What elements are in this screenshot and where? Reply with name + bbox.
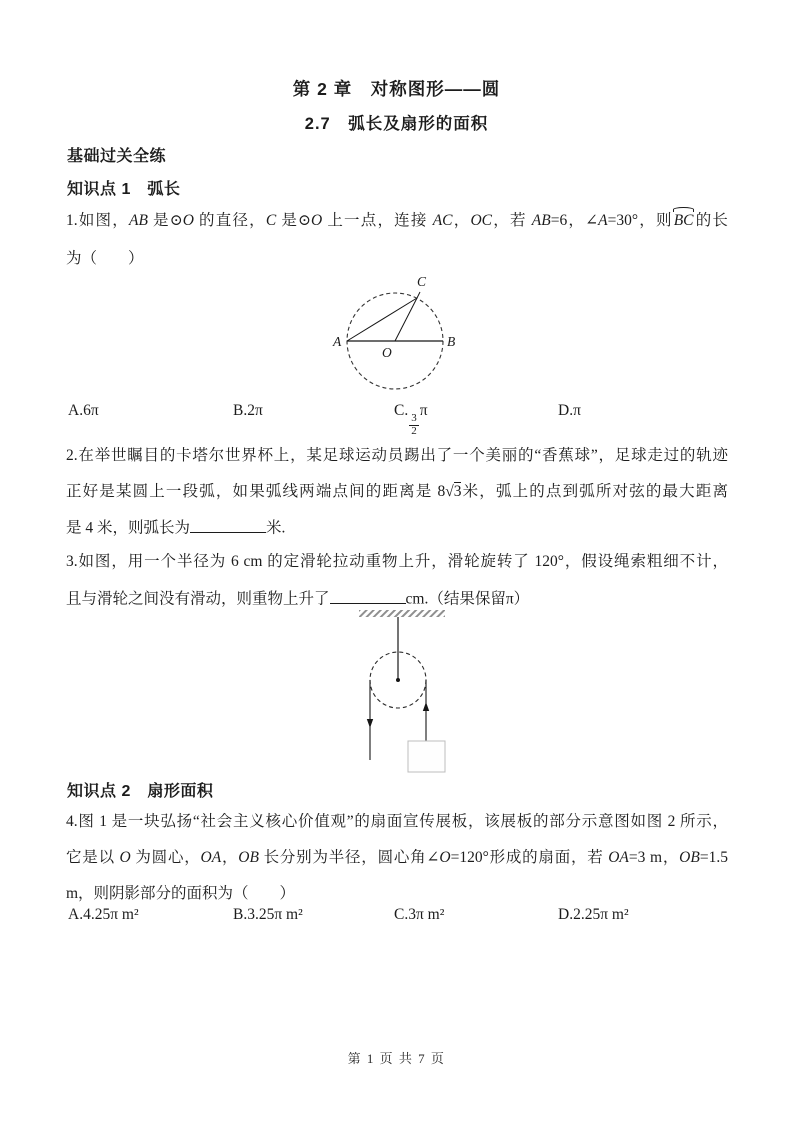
option-c-prefix: C.: [394, 402, 409, 419]
practice-heading: 基础过关全练: [67, 148, 167, 165]
q3-line1: [66, 551, 728, 573]
answer-blank: [190, 517, 266, 533]
text-segment: ，: [452, 212, 471, 229]
text-segment: 米，弧上的点到弧所对弦的最大距离: [461, 483, 728, 500]
figure-pulley-q3: [350, 604, 470, 779]
math-variable: A: [598, 212, 608, 229]
q4-option-b: [233, 906, 303, 924]
text-segment: 是 4 米，则弧长为: [66, 519, 191, 537]
text-segment: =120°形成的扇面，若: [450, 849, 609, 866]
q4-line1: [66, 811, 728, 833]
math-variable: AB: [531, 212, 551, 229]
math-variable: C: [265, 212, 277, 229]
text-segment: m，则阴影部分的面积为（ ）: [66, 885, 296, 902]
fraction-denominator: 2: [411, 424, 417, 437]
q1-line2: [66, 248, 728, 270]
text-segment: D.π: [558, 402, 581, 419]
text-segment: ，若: [492, 212, 532, 229]
text-segment: A.4.25π m²: [68, 906, 139, 923]
q1-line1: [66, 210, 728, 232]
q2-line1: [66, 445, 728, 467]
text-segment: 2.在举世瞩目的卡塔尔世界杯上，某足球运动员踢出了一个美丽的“香蕉球”，足球走过的轨迹: [66, 447, 728, 464]
math-variable: OA: [200, 849, 222, 866]
answer-blank: [330, 588, 406, 604]
kp1-heading: 知识点 1 弧长: [67, 181, 181, 198]
q1-option-b: [233, 402, 263, 420]
math-variable: OC: [470, 212, 493, 229]
text-segment: 的直径，: [193, 212, 266, 229]
q2-line3: [66, 517, 728, 540]
q1-option-c: [394, 402, 428, 437]
label-o: O: [382, 345, 392, 360]
math-variable: OB: [679, 849, 700, 866]
option-c-suffix: π: [419, 402, 428, 419]
q4-option-a: [68, 906, 139, 924]
figure-circle-q1: [310, 271, 490, 399]
kp2-heading: 知识点 2 扇形面积: [67, 783, 214, 800]
fraction-numerator: 3: [411, 412, 417, 425]
text-segment: 为圆心，: [130, 849, 201, 866]
text-segment: 上一点，连接: [322, 212, 433, 229]
text-segment: B.3.25π m²: [233, 906, 303, 923]
doc-subtitle: 2.7 弧长及扇形的面积: [304, 115, 489, 133]
arc-over-bc: BC: [673, 210, 695, 232]
doc-title: 第 2 章 对称图形——圆: [292, 79, 501, 99]
text-segment: =1.5: [699, 849, 728, 866]
math-variable: OB: [238, 849, 259, 866]
text-segment: ，: [221, 849, 239, 866]
fraction-three-halves: [409, 413, 419, 437]
label-a: A: [333, 334, 342, 349]
weight-box: [408, 741, 445, 772]
q1-option-a: [68, 402, 99, 420]
text-segment: 的长: [694, 212, 728, 229]
text-segment: B.2π: [233, 402, 263, 419]
q2-line2: [66, 481, 728, 503]
q4-option-c: [394, 906, 444, 924]
math-variable: OA: [608, 849, 629, 866]
arrow-up-icon: [423, 702, 429, 711]
pulley-axle-dot: [396, 678, 400, 682]
math-variable: O: [182, 212, 194, 229]
q4-line2: [66, 847, 728, 869]
label-c: C: [417, 274, 427, 289]
arrow-down-icon: [367, 719, 373, 728]
math-variable: AC: [432, 212, 453, 229]
text-segment: 是⊙: [147, 212, 183, 229]
text-segment: =6，∠: [550, 212, 599, 229]
text-segment: 它是以: [66, 849, 120, 866]
text-segment: D.2.25π m²: [558, 906, 629, 923]
tick-at-c: [417, 292, 420, 298]
q4-line3: [66, 883, 728, 905]
math-variable: O: [311, 212, 323, 229]
text-segment: 米.: [266, 519, 286, 537]
text-segment: =3 m，: [628, 849, 680, 866]
text-segment: =30°，则: [607, 212, 673, 229]
text-segment: 3.如图，用一个半径为 6 cm 的定滑轮拉动重物上升，滑轮旋转了 120°，假设绳索粗细不计，: [66, 553, 728, 570]
label-b: B: [447, 334, 456, 349]
math-variable: AB: [129, 212, 148, 229]
ceiling-hatch: [359, 610, 445, 617]
text-segment: 4.图 1 是一块弘扬“社会主义核心价值观”的扇面宣传展板，该展板的部分示意图如图 2 所示，: [66, 813, 728, 830]
text-segment: 且与滑轮之间没有滑动，则重物上升了: [66, 590, 330, 608]
text-segment: C.3π m²: [394, 906, 445, 923]
radicand: 3: [453, 483, 462, 500]
math-variable: O: [119, 849, 131, 866]
text-segment: 是⊙: [276, 212, 312, 229]
page-footer: 第 1 页 共 7 页: [347, 1051, 446, 1066]
q4-option-d: [558, 906, 629, 924]
math-variable: O: [439, 849, 451, 866]
text-segment: 1.如图，: [66, 212, 129, 229]
text-segment: 正好是某圆上一段弧，如果弧线两端点间的距离是 8: [66, 483, 446, 500]
q1-option-d: [558, 402, 581, 420]
text-segment: 长分别为半径，圆心角∠: [258, 849, 440, 866]
text-segment: √: [445, 483, 454, 500]
text-segment: cm.（结果保留π）: [405, 590, 530, 608]
text-segment: 为（ ）: [66, 250, 144, 267]
text-segment: A.6π: [68, 402, 99, 419]
